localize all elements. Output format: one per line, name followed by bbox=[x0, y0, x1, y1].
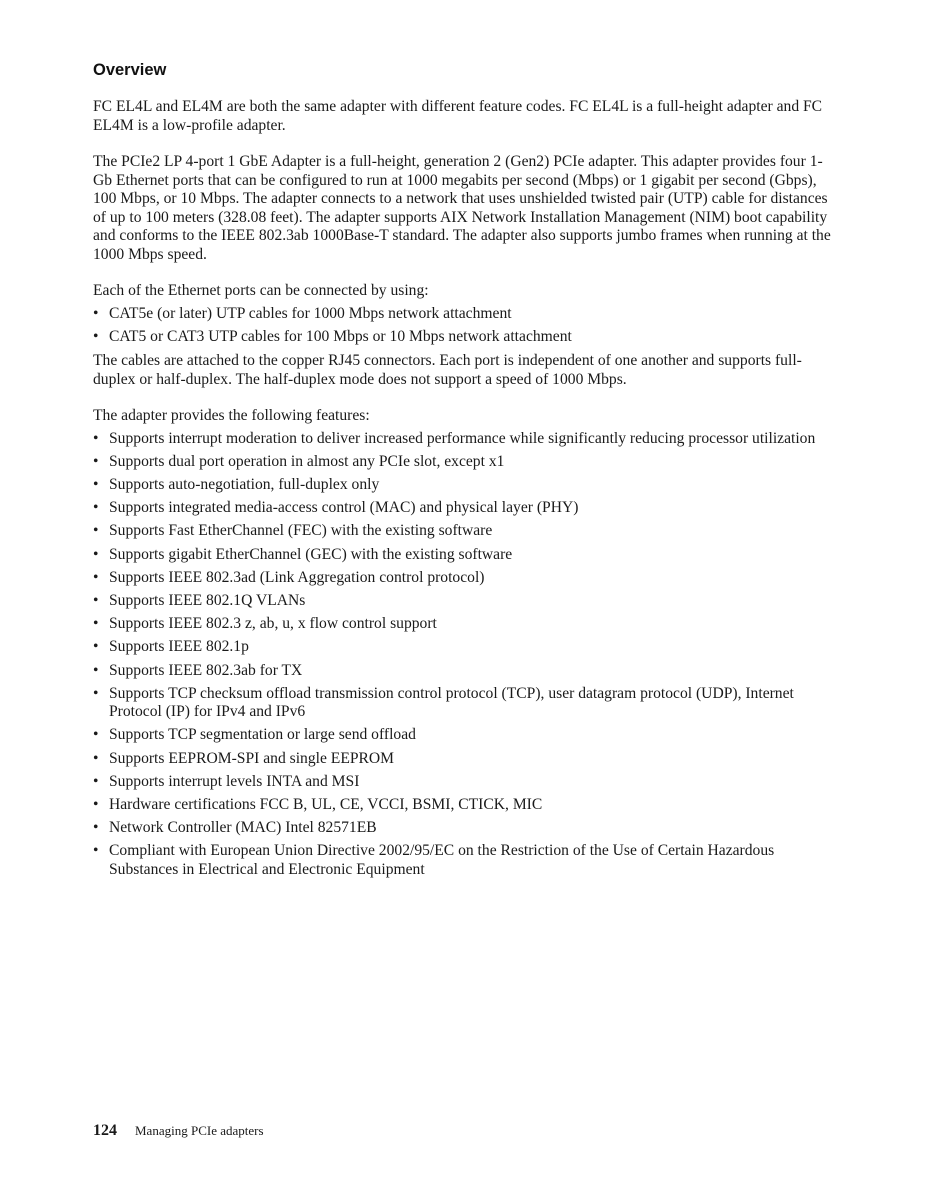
section-title: Overview bbox=[93, 61, 167, 79]
page-number: 124 bbox=[93, 1122, 117, 1139]
list-item-text: Supports Fast EtherChannel (FEC) with the existing software bbox=[109, 522, 493, 540]
cables-paragraph: The cables are attached to the copper RJ45 connectors. Each port is independent of one another and supports full-duplex or half-duplex. The half-duplex mode does not support a speed of 1000 Mbps. bbox=[93, 352, 802, 388]
list-item bbox=[93, 499, 838, 518]
list-item-text: Supports integrated media-access control (MAC) and physical layer (PHY) bbox=[109, 499, 579, 517]
list-item bbox=[93, 796, 838, 815]
bullet-icon: • bbox=[93, 796, 99, 813]
intro-paragraph: FC EL4L and EL4M are both the same adapter with different feature codes. FC EL4L is a full-height adapter and FC EL4M is a low-profile adapter. bbox=[93, 98, 823, 134]
bullet-icon: • bbox=[93, 476, 99, 494]
list-item-text: Supports gigabit EtherChannel (GEC) with the existing software bbox=[109, 545, 513, 563]
bullet-icon: • bbox=[93, 772, 99, 790]
list-item bbox=[93, 615, 838, 634]
list-item bbox=[93, 726, 838, 745]
running-title: Managing PCIe adapters bbox=[135, 1123, 264, 1138]
bullet-icon: • bbox=[93, 499, 99, 517]
list-item bbox=[93, 476, 838, 495]
list-item bbox=[93, 453, 838, 472]
ports-intro-paragraph: Each of the Ethernet ports can be connected by using: bbox=[93, 282, 429, 299]
bullet-icon: • bbox=[93, 327, 99, 345]
bullet-icon: • bbox=[93, 842, 99, 860]
list-item-text: Supports EEPROM-SPI and single EEPROM bbox=[109, 749, 395, 767]
bullet-icon: • bbox=[93, 522, 99, 540]
bullet-icon: • bbox=[93, 749, 99, 767]
list-item-text: Supports IEEE 802.1Q VLANs bbox=[109, 592, 306, 609]
list-item bbox=[93, 569, 838, 588]
bullet-icon: • bbox=[93, 568, 99, 586]
list-item-text: Compliant with European Union Directive 2002/95/EC on the Restriction of the Use of Certain Hazardous Substances in Electrical and Electronic Equipment bbox=[109, 842, 775, 878]
bullet-icon: • bbox=[93, 819, 99, 837]
list-item bbox=[93, 638, 838, 657]
list-item bbox=[93, 662, 838, 681]
list-item-text: CAT5 or CAT3 UTP cables for 100 Mbps or 10 Mbps network attachment bbox=[109, 327, 572, 345]
bullet-icon: • bbox=[93, 684, 99, 702]
bullet-icon: • bbox=[93, 592, 99, 609]
list-item-text: Supports interrupt levels INTA and MSI bbox=[109, 772, 360, 790]
list-item-text: Supports IEEE 802.3ab for TX bbox=[109, 661, 303, 679]
list-item bbox=[93, 819, 838, 838]
bullet-icon: • bbox=[93, 638, 99, 656]
cable-options-list bbox=[93, 305, 838, 347]
list-item-text: Supports IEEE 802.1p bbox=[109, 638, 249, 656]
list-item-text: Supports IEEE 802.3 z, ab, u, x flow control support bbox=[109, 615, 437, 633]
list-item-text: Supports auto-negotiation, full-duplex only bbox=[109, 476, 380, 494]
list-item-text: Supports dual port operation in almost any PCIe slot, except x1 bbox=[109, 452, 505, 470]
list-item-text: Hardware certifications FCC B, UL, CE, VCCI, BSMI, CTICK, MIC bbox=[109, 796, 543, 813]
list-item bbox=[93, 842, 838, 879]
description-paragraph: The PCIe2 LP 4-port 1 GbE Adapter is a full-height, generation 2 (Gen2) PCIe adapter. This adapter provides four 1-Gb Ethernet ports that can be configured to run at 1000 megabits per second (Mbps) or 1 gigabit per second (Gbps), 100 Mbps, or 10 Mbps. The adapter connects to a network that uses unshielded twisted pair (UTP) cable for distances of up to 100 meters (328.08 feet). The adapter supports AIX Network Installation Management (NIM) boot capability and conforms to the IEEE 802.3ab 1000Base-T standard. The adapter also supports jumbo frames when running at the 1000 Mbps speed. bbox=[93, 153, 831, 263]
list-item bbox=[93, 773, 838, 792]
bullet-icon: • bbox=[93, 429, 99, 447]
list-item bbox=[93, 328, 838, 347]
list-item bbox=[93, 592, 838, 611]
features-intro-paragraph: The adapter provides the following features: bbox=[93, 407, 370, 425]
bullet-icon: • bbox=[93, 304, 99, 322]
document-page bbox=[93, 60, 838, 885]
bullet-icon: • bbox=[93, 661, 99, 679]
bullet-icon: • bbox=[93, 615, 99, 633]
list-item-text: Supports TCP checksum offload transmission control protocol (TCP), user datagram protocol (UDP), Internet Protocol (IP) for IPv4 and IPv6 bbox=[109, 684, 794, 721]
list-item bbox=[93, 305, 838, 324]
list-item bbox=[93, 522, 838, 541]
page-footer bbox=[93, 1122, 264, 1140]
list-item bbox=[93, 430, 838, 449]
bullet-icon: • bbox=[93, 545, 99, 563]
list-item bbox=[93, 685, 838, 722]
list-item-text: Supports interrupt moderation to deliver increased performance while significantly reducing processor utilization bbox=[109, 429, 816, 447]
list-item bbox=[93, 750, 838, 769]
list-item-text: Supports TCP segmentation or large send offload bbox=[109, 726, 416, 744]
features-list bbox=[93, 430, 838, 880]
bullet-icon: • bbox=[93, 452, 99, 470]
list-item bbox=[93, 546, 838, 565]
list-item-text: CAT5e (or later) UTP cables for 1000 Mbps network attachment bbox=[109, 304, 512, 322]
list-item-text: Network Controller (MAC) Intel 82571EB bbox=[109, 819, 377, 837]
bullet-icon: • bbox=[93, 726, 99, 744]
list-item-text: Supports IEEE 802.3ad (Link Aggregation control protocol) bbox=[109, 568, 485, 586]
